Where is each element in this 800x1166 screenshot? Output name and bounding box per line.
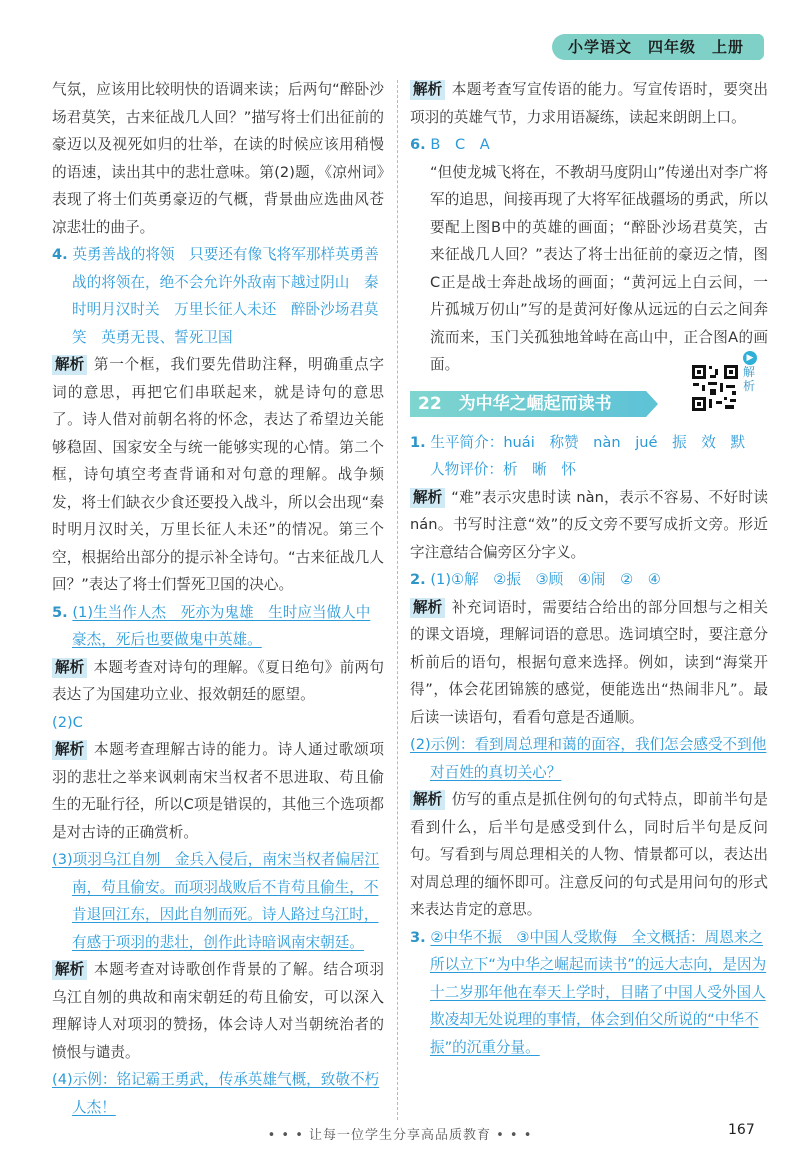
analysis-tag: 解析 — [52, 740, 87, 760]
question-4-answer — [52, 241, 384, 351]
question-number: 6. — [410, 136, 426, 153]
analysis-tag: 解析 — [52, 960, 87, 980]
answer-text: (3)项羽乌江自刎 金兵入侵后，南宋当权者偏居江南，苟且偷安。而项羽战败后不肯苟且偷生，不肯退回江东，因此自刎而死。诗人路过乌江时，有感于项羽的悲壮，创作此诗暗讽南宋朝廷。 — [52, 851, 380, 951]
analysis-tag: 解析 — [410, 80, 445, 100]
question-5-3-analysis — [52, 956, 384, 1066]
question-2-1-analysis — [410, 594, 768, 732]
analysis-text: 本题考查理解古诗的能力。诗人通过歌颂项羽的悲壮之举来讽刺南宋当权者不思进取、苟且偷生的无耻行径，所以C项是错误的，其他三个选项都是对古诗的正确赏析。 — [52, 741, 384, 841]
qr-label[interactable]: 解析 — [743, 364, 756, 393]
question-2-1-answer — [410, 566, 768, 594]
question-number: 2. — [410, 571, 426, 588]
question-5-3-answer — [52, 846, 384, 956]
analysis-tag: 解析 — [52, 658, 87, 678]
question-5-1-analysis — [52, 654, 384, 709]
analysis-text: 仿写的重点是抓住例句的句式特点，即前半句是看到什么，后半句是感受到什么，同时后半句是反问句。写看到与周总理相关的人物、情景都可以，表达出对周总理的缅怀即可。注意反问的句式是用问句的形式来表达肯定的意思。 — [410, 791, 768, 918]
analysis-text: 本题考查对诗句的理解。《夏日绝句》前两句表达了为国建功立业、报效朝廷的愿望。 — [52, 658, 384, 703]
page-number: 167 — [728, 1122, 755, 1138]
analysis-text: 本题考查对诗歌创作背景的了解。结合项羽乌江自刎的典故和南宋朝廷的苟且偷安，可以深入理解诗人对项羽的赞扬，体会诗人对当朝统治者的愤恨与谴责。 — [52, 961, 384, 1061]
question-1-answer — [410, 429, 768, 484]
lesson-heading — [410, 352, 768, 421]
answer-text: 英勇善战的将领 只要还有像飞将军那样英勇善战的将领在，绝不会允许外敌南下越过阴山 秦时明月汉时关 万里长征人未还 醉卧沙场君莫笑 英勇无畏、誓死卫国 — [72, 246, 379, 346]
answer-text: (1)①解 ②振 ③顾 ④闹 ② ④ — [430, 571, 661, 588]
question-5-1-answer — [52, 599, 384, 654]
question-6-answer — [410, 131, 768, 159]
question-4-analysis — [52, 351, 384, 599]
question-2-2-analysis — [410, 786, 768, 924]
continuation-text: 气氛，应该用比较明快的语调来读；后两句“醉卧沙场君莫笑，古来征战几人回？”描写将士们出征前的豪迈以及视死如归的壮举，在读的时候应该用稍慢的语速，读出其中的悲壮意味。第(2)题，《凉州词》表现了将士们英勇豪迈的气概，背景曲应选曲风苍凉悲壮的曲子。 — [52, 81, 384, 236]
analysis-tag: 解析 — [410, 488, 445, 508]
question-number: 1. — [410, 433, 426, 451]
analysis-tag: 解析 — [410, 790, 445, 810]
right-column — [410, 76, 768, 1061]
question-5-2-analysis — [52, 736, 384, 846]
answer-text: ②中华不振 ③中国人受欺侮 全文概括：周恩来之所以立下“为中华之崛起而读书”的远大志向，是因为十二岁那年他在奉天上学时，目睹了中国人受外国人欺凌却无处说理的事情，体会到伯父所说的“中华不振”的沉重分量。 — [430, 928, 767, 1056]
analysis-text: 补充词语时，需要结合给出的部分回想与之相关的课文语境，理解词语的意思。选词填空时，要注意分析前后的语句，根据句意来选择。例如，读到“海棠开得”，体会花团锦簇的感觉，便能选出“热闹非凡”。最后读一读语句，看看句意是否通顺。 — [410, 598, 768, 726]
question-2-2-answer — [410, 731, 768, 786]
lesson-title: 22 为中华之崛起而读书 — [418, 393, 612, 414]
left-column — [52, 76, 384, 1121]
answer-text: 生平简介：huái 称赞 nàn jué 振 效 默 人物评价：析 晰 怀 — [430, 433, 760, 478]
footer-slogan: • • • 让每一位学生分享高品质教育 • • • — [267, 1128, 533, 1143]
question-5-4-answer — [52, 1066, 384, 1121]
continuation-analysis — [410, 76, 768, 131]
answer-text: (1)生当作人杰 死亦为鬼雄 生时应当做人中豪杰，死后也要做鬼中英雄。 — [72, 603, 371, 648]
analysis-tag: 解析 — [410, 598, 445, 618]
question-number: 3. — [410, 928, 426, 946]
column-divider — [397, 80, 398, 1120]
answer-text: B C A — [430, 136, 490, 153]
question-1-analysis — [410, 484, 768, 567]
qr-code-icon[interactable] — [690, 363, 740, 413]
question-3-answer — [410, 924, 768, 1062]
analysis-text: 第一个框，我们要先借助注释，明确重点字词的意思，再把它们串联起来，就是诗句的意思了。诗人借对前朝名将的怀念，表达了希望边关能够稳固、国家安全与统一能够实现的心情。第二个框，诗句填空考查背诵和对句意的理解。战争频发，将士们缺衣少食还要投入战斗，所以会出现“秦时明月汉时关，万里长征人未还”的情况。第三个空，根据给出部分的提示补全诗句。“古来征战几人回？”表达了将士们誓死卫国的决心。 — [52, 356, 384, 593]
analysis-tag: 解析 — [52, 355, 87, 375]
book-label: 小学语文 四年级 上册 — [568, 38, 745, 56]
play-icon[interactable]: ▶ — [743, 351, 757, 365]
question-5-2-answer: (2)C — [52, 713, 83, 731]
analysis-text: 本题考查写宣传语的能力。写宣传语时，要突出项羽的英雄气节，力求用语凝练，读起来朗朗上口。 — [410, 81, 768, 126]
question-number: 4. — [52, 246, 68, 263]
analysis-text: “难”表示灾患时读 nàn，表示不容易、不好时读 nán。书写时注意“效”的反文旁不要写成折文旁。形近字注意结合偏旁区分字义。 — [410, 488, 768, 561]
question-number: 5. — [52, 603, 68, 621]
question-6-analysis: “但使龙城飞将在，不教胡马度阴山”传递出对李广将军的追思，间接再现了大将军征战疆场的勇武，所以要配上图B中的英雄的画面；“醉卧沙场君莫笑，古来征战几人回？”表达了将士出征前的豪迈之情，图C正是战士奔赴战场的画面；“黄河远上白云间，一片孤城万仞山”写的是黄河好像从远远的白云之间奔流而来，玉门关孤独地耸峙在高山中，正合图A的画面。 — [430, 163, 768, 373]
answer-text: (4)示例：铭记霸王勇武，传承英雄气概，致敬不朽人杰！ — [52, 1071, 380, 1116]
answer-text: (2)示例：看到周总理和蔼的面容，我们怎会感受不到他对百姓的真切关心？ — [410, 736, 767, 781]
